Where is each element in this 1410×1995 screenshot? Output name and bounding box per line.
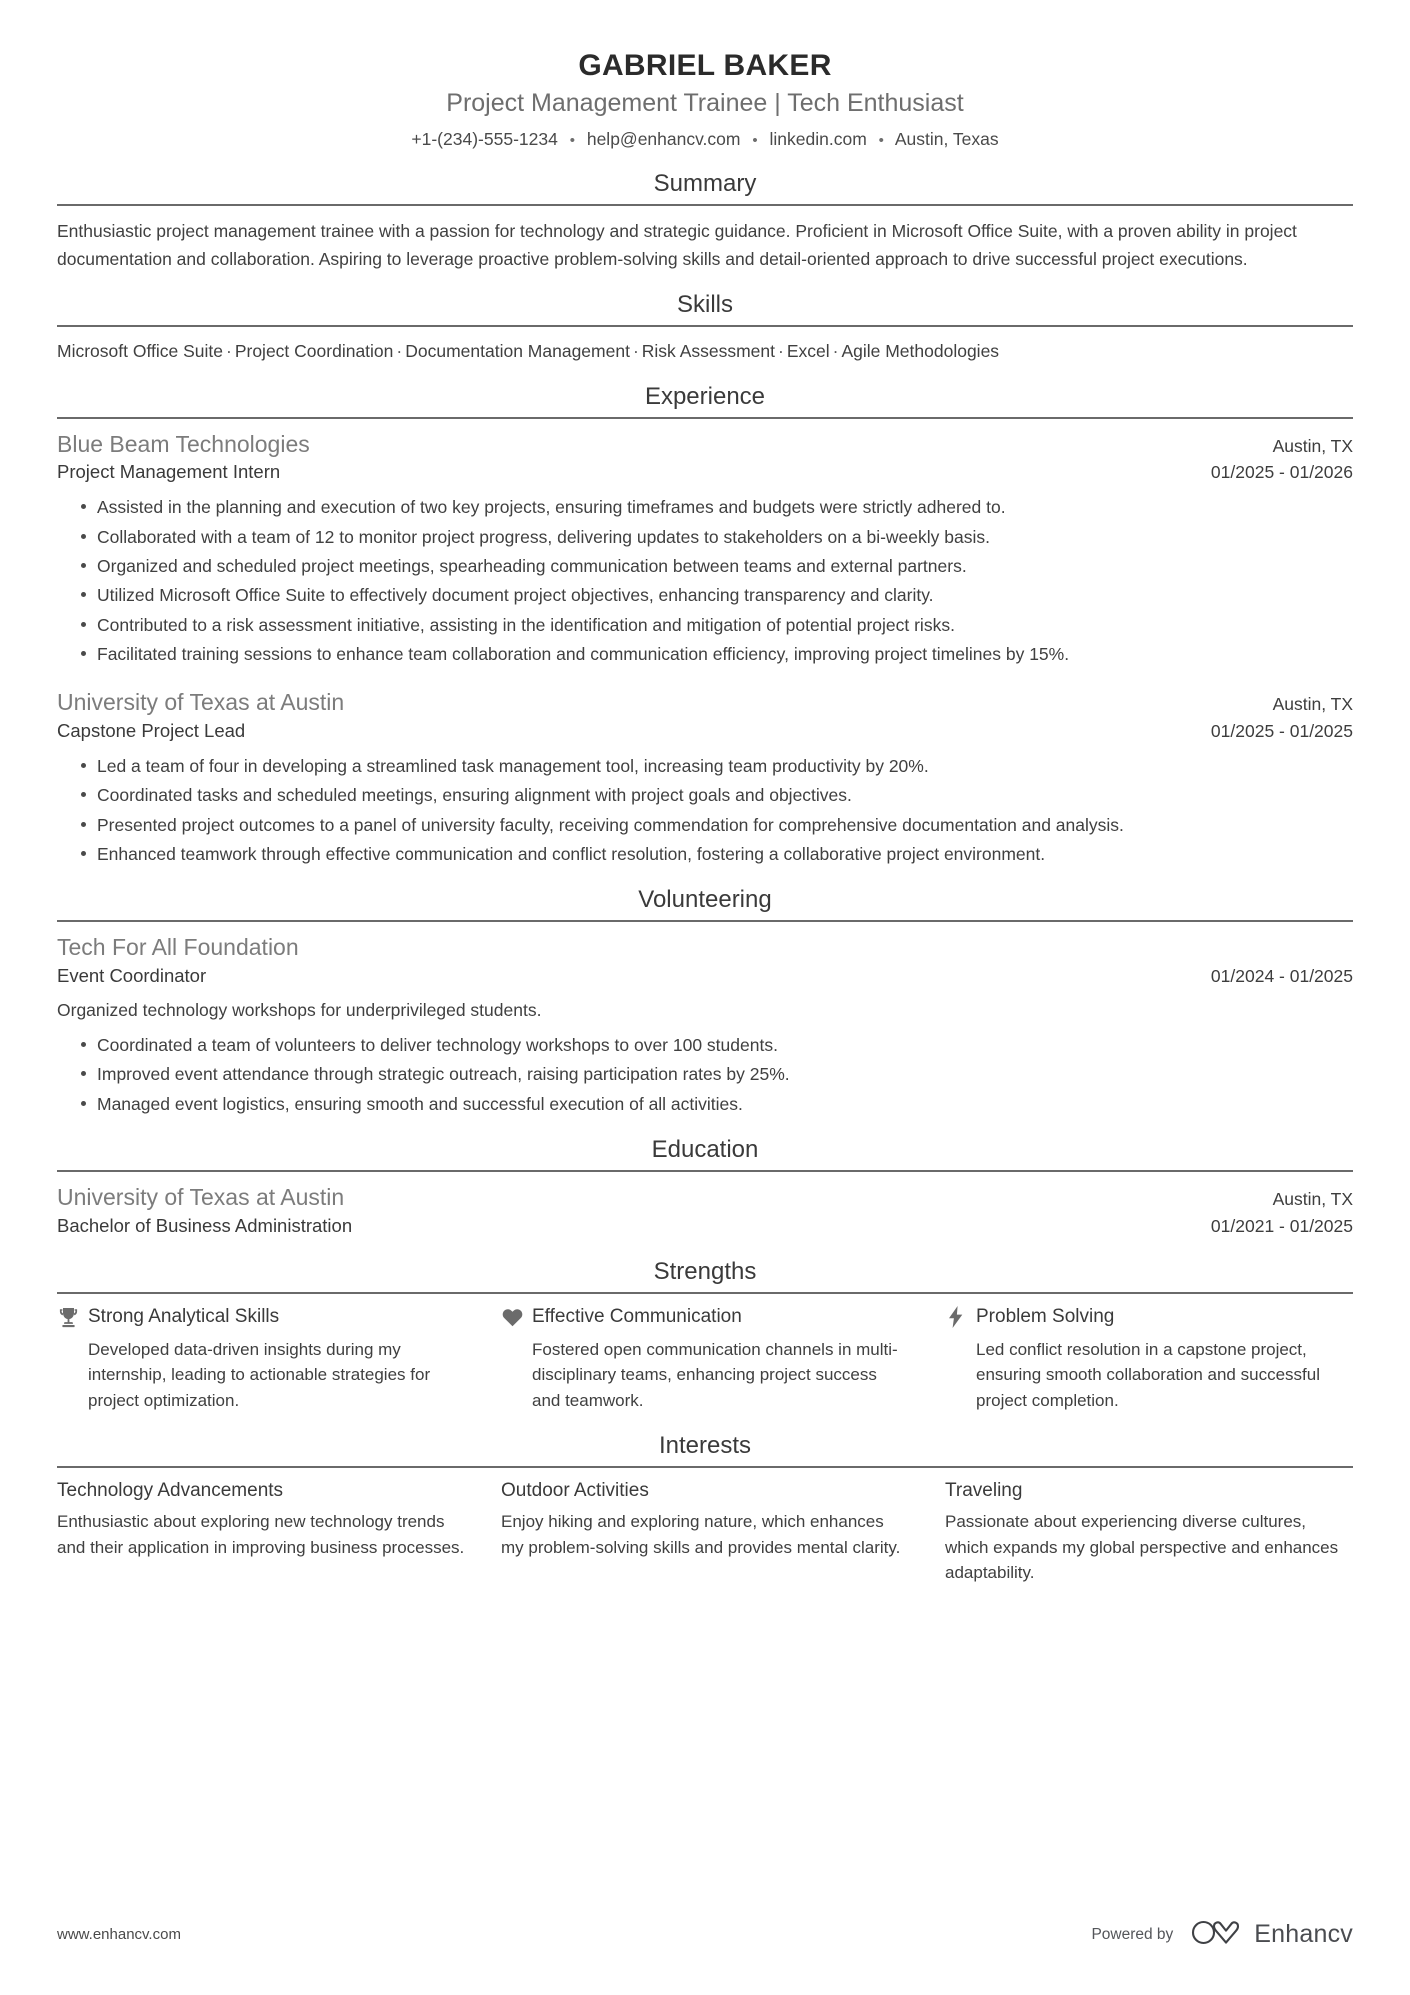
entry-bullet: Facilitated training sessions to enhance team collaboration and communication efficiency, improving project timelines by 15%. [81,640,1353,668]
section-divider [57,204,1353,206]
entry-bullet: Coordinated tasks and scheduled meetings, ensuring alignment with project goals and objectives. [81,781,1353,809]
skill-item: Agile Methodologies [841,341,1000,362]
strength-title: Strong Analytical Skills [88,1305,280,1327]
resume-header [57,40,1353,152]
section-skills [57,290,1353,364]
entry-header-row [57,688,1353,718]
interest-title: Traveling [945,1480,1023,1502]
section-volunteering [57,885,1353,1118]
section-divider [57,1466,1353,1468]
entry-dates: 01/2025 - 01/2026 [1210,462,1353,483]
contact-linkedin[interactable]: linkedin.com [769,129,867,150]
contact-location: Austin, Texas [894,129,999,150]
entry-bullet: Presented project outcomes to a panel of university faculty, receiving commendation for comprehensive documentation and analysis. [81,811,1353,839]
strength-header [945,1305,1353,1330]
entry-bullet: Coordinated a team of volunteers to deliver technology workshops to over 100 students. [81,1031,1353,1059]
contact-phone: +1-(234)-555-1234 [411,129,558,150]
section-title-strengths: Strengths [653,1257,757,1285]
strength-description: Fostered open communication channels in multi-disciplinary teams, enhancing project success and teamwork. [532,1339,898,1411]
section-divider [57,417,1353,419]
skill-item: Documentation Management [405,341,630,362]
entry-summary: Organized technology workshops for underprivileged students. [57,1000,542,1021]
strengths-grid [57,1305,1353,1414]
heart-icon [501,1306,523,1329]
volunteering-entries [57,933,1353,1118]
section-summary [57,169,1353,274]
strength-header [57,1305,465,1330]
entry-organization: University of Texas at Austin [57,689,345,716]
entry-location: Austin, TX [1272,694,1353,715]
entry-location: Austin, TX [1272,435,1353,456]
enhancv-mark-icon [1190,1918,1244,1951]
resume-entry [57,1183,1353,1240]
section-strengths [57,1257,1353,1414]
skill-item: Microsoft Office Suite [57,341,223,362]
section-title-volunteering: Volunteering [638,886,772,914]
enhancv-wordmark: Enhancv [1254,1920,1353,1948]
entry-header-row [57,933,1353,963]
entry-bullet: Improved event attendance through strategic outreach, raising participation rates by 25%. [81,1060,1353,1088]
entry-role: Project Management Intern [57,461,281,483]
entry-subheader-row [57,459,1353,486]
education-entries [57,1183,1353,1240]
section-interests [57,1431,1353,1586]
entry-bullet: Collaborated with a team of 12 to monitor project progress, delivering updates to stakeholders on a bi-weekly basis. [81,523,1353,551]
entry-bullet: Led a team of four in developing a streamlined task management tool, increasing team productivity by 20%. [81,752,1353,780]
skill-item: Excel [786,341,830,362]
strength-item [945,1305,1353,1414]
page-footer [57,1918,1353,1951]
candidate-headline: Project Management Trainee | Tech Enthusiast [446,89,964,118]
strength-item [57,1305,465,1414]
skill-item: Risk Assessment [641,341,775,362]
section-title-experience: Experience [644,382,766,410]
skill-separator-icon: · [396,341,403,362]
entry-bullet-list [57,493,1353,668]
entry-organization: Tech For All Foundation [57,934,299,961]
section-divider [57,1292,1353,1294]
trophy-icon [57,1306,79,1329]
entry-header-row [57,430,1353,460]
entry-bullet-list [57,1031,1353,1118]
interest-description: Enthusiastic about exploring new technology trends and their application in improving business processes. [57,1511,465,1557]
entry-dates: 01/2021 - 01/2025 [1210,1216,1353,1237]
entry-header-row [57,1183,1353,1213]
entry-dates: 01/2024 - 01/2025 [1210,966,1353,987]
entry-organization: University of Texas at Austin [57,1184,345,1211]
entry-bullet: Utilized Microsoft Office Suite to effectively document project objectives, enhancing transparency and clarity. [81,581,1353,609]
entry-bullet: Contributed to a risk assessment initiative, assisting in the identification and mitigation of potential project risks. [81,611,1353,639]
contact-line [57,127,1353,152]
enhancv-logo [1190,1918,1353,1951]
section-education [57,1135,1353,1240]
interests-grid [57,1479,1353,1586]
resume-entry [57,430,1353,669]
entry-role: Bachelor of Business Administration [57,1215,353,1237]
entry-role: Event Coordinator [57,965,207,987]
strength-header [501,1305,909,1330]
interest-description: Enjoy hiking and exploring nature, which enhances my problem-solving skills and provides mental clarity. [501,1511,901,1557]
entry-dates: 01/2025 - 01/2025 [1210,721,1353,742]
resume-entry [57,933,1353,1118]
resume-entry [57,688,1353,868]
entry-organization: Blue Beam Technologies [57,430,310,457]
entry-bullet: Enhanced teamwork through effective communication and conflict resolution, fostering a collaborative project environment. [81,840,1353,868]
lightning-bolt-icon [945,1306,967,1329]
interest-description: Passionate about experiencing diverse cultures, which expands my global perspective and enhances adaptability. [945,1511,1339,1583]
section-title-interests: Interests [658,1432,752,1460]
interest-item [57,1479,465,1586]
contact-separator-icon: • [569,132,575,150]
experience-entries [57,430,1353,869]
powered-by-label: Powered by [1091,1925,1174,1943]
strength-description: Led conflict resolution in a capstone project, ensuring smooth collaboration and successful project completion. [976,1339,1320,1411]
section-divider [57,920,1353,922]
entry-bullet-list [57,752,1353,868]
interest-title: Outdoor Activities [501,1480,649,1502]
entry-subheader-row [57,718,1353,745]
interest-item [501,1479,909,1586]
strength-title: Problem Solving [976,1305,1115,1327]
skill-separator-icon: · [226,341,232,362]
candidate-name: GABRIEL BAKER [578,49,832,82]
skill-separator-icon: · [778,341,784,362]
strength-item [501,1305,909,1414]
interest-item [945,1479,1353,1586]
strength-title: Effective Communication [532,1305,742,1327]
skill-item: Project Coordination [234,341,394,362]
entry-subheader-row [57,963,1353,990]
skill-separator-icon: · [632,341,639,362]
skills-list [57,338,1353,364]
entry-bullet: Managed event logistics, ensuring smooth and successful execution of all activities. [81,1090,1353,1118]
entry-bullet: Organized and scheduled project meetings, spearheading communication between teams and external partners. [81,552,1353,580]
footer-website-link[interactable]: www.enhancv.com [57,1926,181,1943]
section-title-education: Education [651,1136,759,1164]
entry-role: Capstone Project Lead [57,720,246,742]
entry-bullet: Assisted in the planning and execution of two key projects, ensuring timeframes and budgets were strictly adhered to. [81,493,1353,521]
summary-text: Enthusiastic project management trainee with a passion for technology and strategic guidance. Proficient in Microsoft Office Suite, with a proven ability in project documentation and collaboration. Aspiring to leverage proactive problem-solving skills and detail-oriented approach to drive successful project executions. [57,220,1297,269]
section-experience [57,382,1353,869]
strength-description: Developed data-driven insights during my internship, leading to actionable strategies for project optimization. [88,1339,431,1411]
entry-location: Austin, TX [1272,1189,1353,1210]
section-divider [57,1170,1353,1172]
section-title-skills: Skills [676,291,733,319]
section-title-summary: Summary [653,169,757,197]
contact-separator-icon: • [878,132,884,150]
footer-branding [1091,1918,1353,1951]
contact-separator-icon: • [752,132,758,150]
interest-title: Technology Advancements [57,1480,284,1502]
entry-subheader-row [57,1213,1353,1240]
contact-email[interactable]: help@enhancv.com [586,129,741,150]
section-divider [57,325,1353,327]
skill-separator-icon: · [832,341,839,362]
